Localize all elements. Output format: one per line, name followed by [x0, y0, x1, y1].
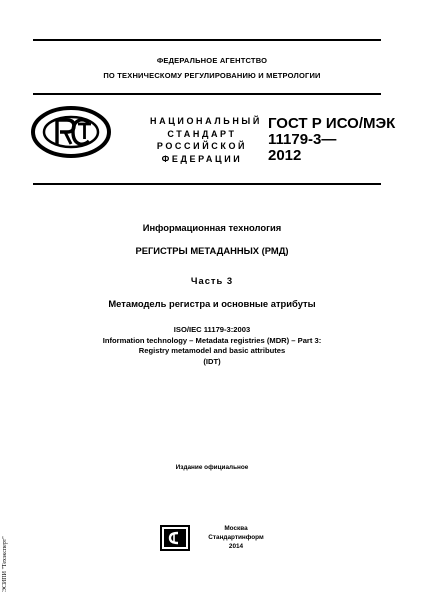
rst-logo-icon	[31, 106, 111, 158]
publisher-block	[196, 524, 276, 551]
iso-line-3: Registry metamodel and basic attributes	[138, 346, 286, 355]
gost-line-1: ГОСТ Р ИСО/МЭК	[268, 115, 396, 132]
edition-label: Издание официальное	[175, 464, 249, 471]
publisher-logo-icon	[160, 525, 190, 551]
publisher-year: 2014	[228, 543, 244, 550]
header-rule	[33, 93, 381, 95]
title-line-1: Информационная технология	[142, 222, 282, 233]
subtitle: Метамодель регистра и основные атрибуты	[108, 298, 316, 309]
part-label: Часть 3	[190, 275, 234, 286]
iso-line-1: ISO/IEC 11179-3:2003	[173, 325, 251, 334]
national-line-4: ФЕДЕРАЦИИ	[161, 153, 243, 164]
iso-line-4: (IDT)	[203, 356, 221, 366]
top-rule	[33, 39, 381, 41]
iso-line-2: Information technology – Metadata registries (MDR) – Part 3:	[102, 335, 322, 345]
publisher-name: Стандартинформ	[208, 534, 264, 541]
agency-line-2: ПО ТЕХНИЧЕСКОМУ РЕГУЛИРОВАНИЮ И МЕТРОЛОГИИ	[103, 71, 321, 80]
agency-line-1: ФЕДЕРАЛЬНОЕ АГЕНТСТВО	[156, 56, 268, 65]
iso-reference	[0, 325, 424, 367]
publisher-city: Москва	[224, 525, 248, 532]
gost-designation	[268, 116, 395, 164]
national-standard-label	[150, 115, 262, 165]
national-line-3: РОССИЙСКОЙ	[156, 141, 248, 152]
gost-line-3: 2012	[268, 147, 302, 164]
national-line-2: СТАНДАРТ	[167, 128, 237, 139]
side-watermark: ЭСИПИ "Техэксперт"	[2, 536, 8, 592]
national-line-1: НАЦИОНАЛЬНЫЙ	[150, 116, 262, 126]
gost-line-2: 11179-3—	[268, 131, 337, 148]
standard-rule	[33, 183, 381, 185]
title-line-2: РЕГИСТРЫ МЕТАДАННЫХ (РМД)	[135, 245, 289, 256]
